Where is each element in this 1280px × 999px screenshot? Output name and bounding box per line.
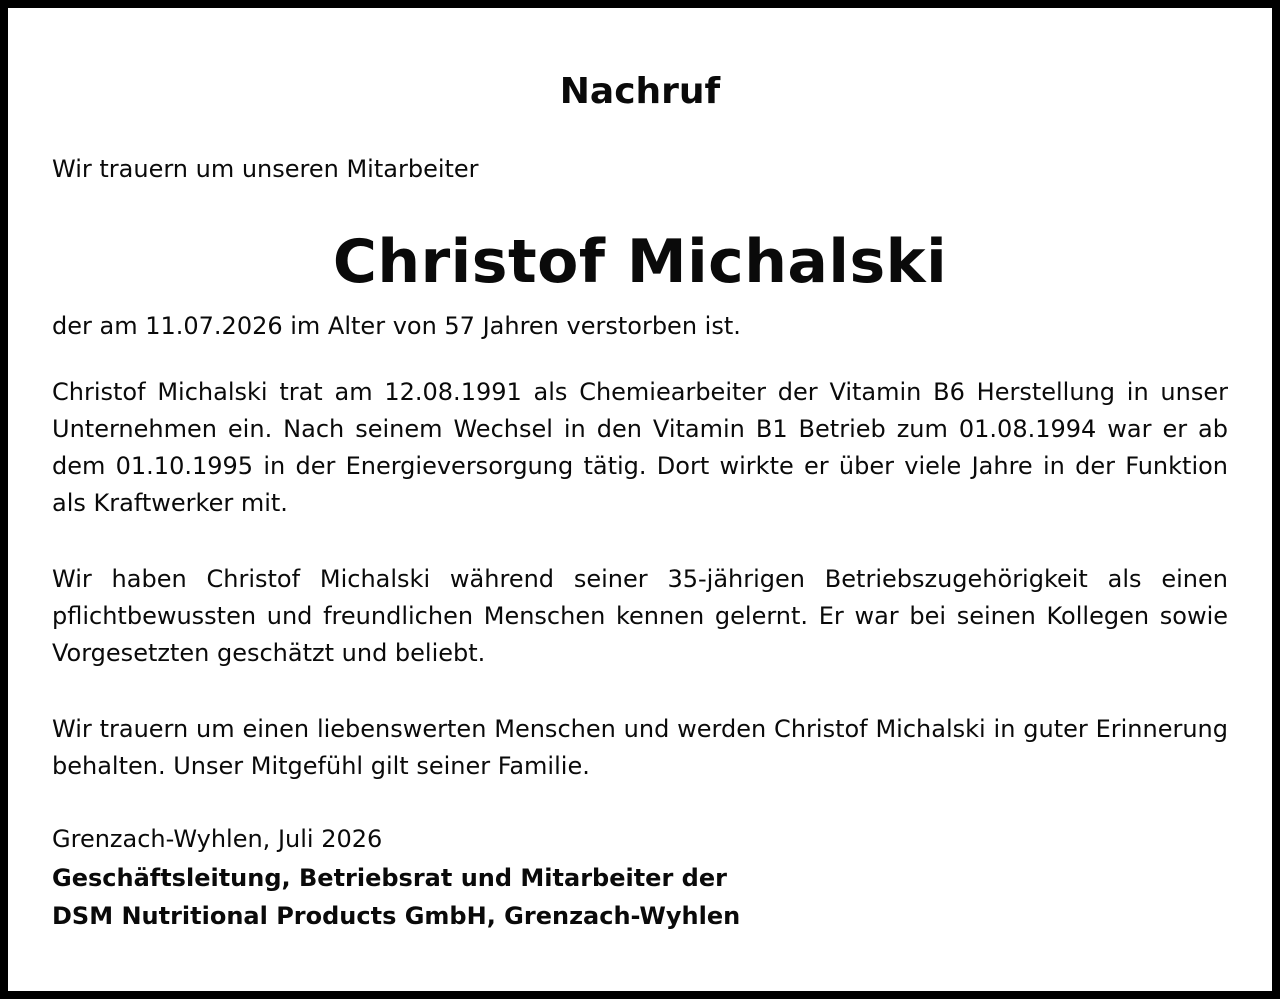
- signature-line: DSM Nutritional Products GmbH, Grenzach-Wyhlen: [52, 902, 741, 930]
- paragraph-career: Christof Michalski trat am 12.08.1991 als Chemiearbeiter der Vitamin B6 Herstellung in unser Unternehmen ein. Nach seinem Wechsel in den Vitamin B1 Betrieb zum 01.08.1994 war er ab dem 01.10.1995 in der Energieversorgung tätig. Dort wirkte er über viele Jahre in der Funktion als Kraftwerker mit.: [52, 378, 1228, 517]
- deceased-name: Christof Michalski: [332, 227, 948, 297]
- place-date: Grenzach-Wyhlen, Juli 2026: [52, 825, 383, 853]
- signature-line: Geschäftsleitung, Betriebsrat und Mitarbeiter der: [52, 864, 727, 892]
- intro-text: Wir trauern um unseren Mitarbeiter: [52, 155, 479, 183]
- paragraph-remembrance: Wir trauern um einen liebenswerten Menschen und werden Christof Michalski in guter Erinnerung behalten. Unser Mitgefühl gilt seiner Familie.: [52, 715, 1228, 780]
- notice-title: Nachruf: [559, 71, 721, 112]
- paragraph-character: Wir haben Christof Michalski während seiner 35-jährigen Betriebszugehörigkeit als einen pflichtbewussten und freundlichen Menschen kennen gelernt. Er war bei seinen Kollegen sowie Vorgesetzten geschätzt und beliebt.: [52, 565, 1228, 667]
- death-line: der am 11.07.2026 im Alter von 57 Jahren verstorben ist.: [52, 312, 741, 340]
